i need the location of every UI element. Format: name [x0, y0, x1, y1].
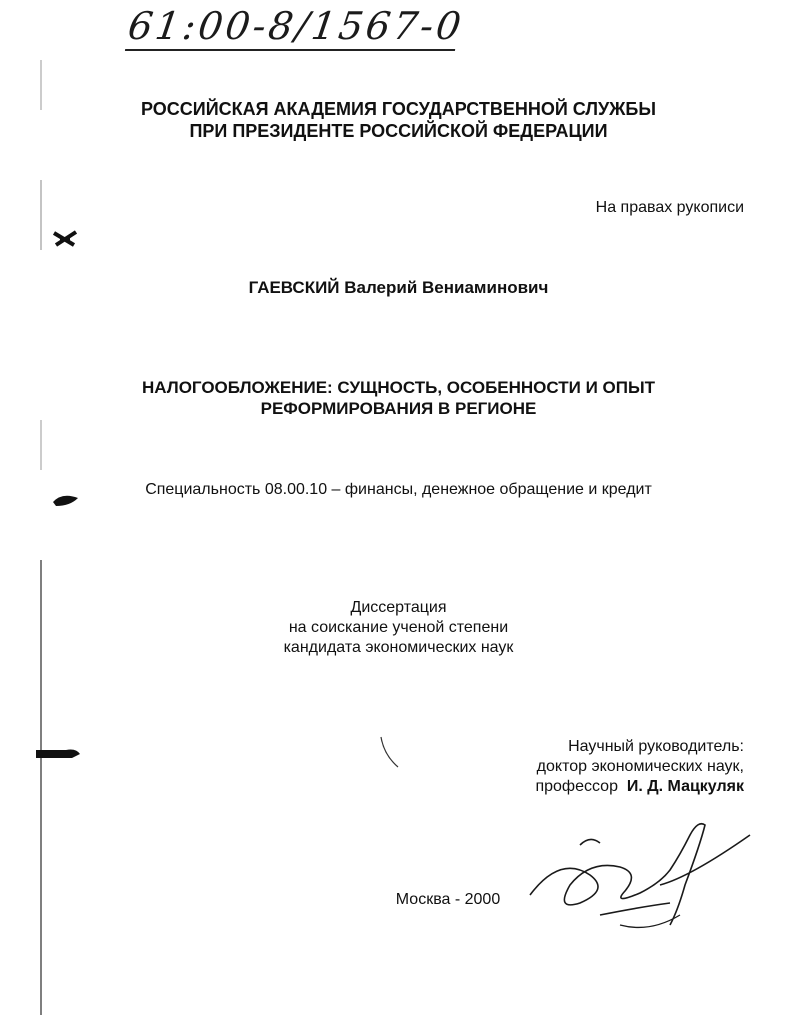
- manuscript-note: На правах рукописи: [595, 199, 744, 216]
- author-name: ГАЕВСКИЙ Валерий Вениаминович: [248, 278, 549, 297]
- title-line-1: НАЛОГООБЛОЖЕНИЕ: СУЩНОСТЬ, ОСОБЕННОСТИ И ОПЫТ: [142, 378, 655, 397]
- dissertation-line-2: на соискание ученой степени: [288, 619, 509, 636]
- city-year: Москва - 2000: [395, 891, 501, 908]
- scientific-advisor: [535, 737, 744, 797]
- handwritten-signature: [520, 815, 760, 945]
- left-edge-line: [40, 0, 42, 1023]
- organization-heading: [0, 98, 797, 142]
- advisor-role: Научный руководитель:: [568, 738, 744, 755]
- dissertation-line-1: Диссертация: [350, 599, 447, 616]
- organization-line-2: ПРИ ПРЕЗИДЕНТЕ РОССИЙСКОЙ ФЕДЕРАЦИИ: [189, 121, 608, 141]
- archive-code-underline: [125, 49, 455, 51]
- dissertation-line-3: кандидата экономических наук: [283, 639, 514, 656]
- advisor-title-line: [535, 777, 744, 797]
- organization-line-1: РОССИЙСКАЯ АКАДЕМИЯ ГОСУДАРСТВЕННОЙ СЛУЖБЫ: [140, 99, 656, 119]
- pen-stroke-mark: [378, 735, 402, 771]
- specialty-line: Специальность 08.00.10 – финансы, денежное обращение и кредит: [145, 481, 652, 498]
- dissertation-title: [0, 377, 797, 419]
- title-line-2: РЕФОРМИРОВАНИЯ В РЕГИОНЕ: [260, 399, 537, 418]
- advisor-degree: доктор экономических наук,: [536, 758, 744, 775]
- scan-mark-top: [52, 229, 80, 249]
- archive-code-text: 61:00-8/1567-0: [125, 4, 467, 48]
- advisor-title: профессор: [535, 778, 618, 795]
- scan-mark-bottom: [36, 744, 82, 764]
- advisor-name: И. Д. Мацкуляк: [626, 778, 744, 795]
- archive-code: [124, 4, 511, 54]
- dissertation-degree: [0, 598, 797, 658]
